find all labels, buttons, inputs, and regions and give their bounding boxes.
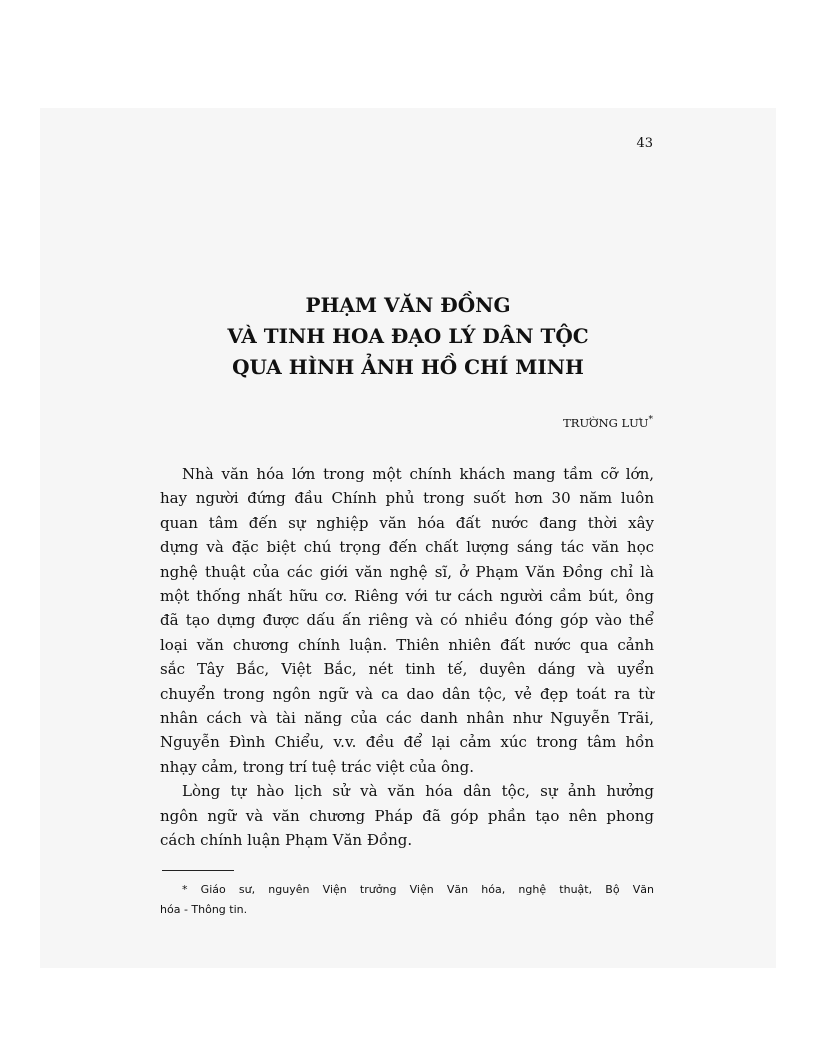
body-line: nghệ thuật của các giới văn nghệ sĩ, ở Phạm Văn Đồng chỉ là [160,562,654,581]
title-line: QUA HÌNH ẢNH HỒ CHÍ MINH [232,355,584,379]
author-footnote-mark: * [648,415,653,425]
body-line: cách chính luận Phạm Văn Đồng. [160,831,413,850]
body-line: nhân cách và tài năng của các danh nhân như Nguyễn Trãi, [160,709,654,728]
body-line: dựng và đặc biệt chú trọng đến chất lượng sáng tác văn học [160,538,654,557]
page-title [160,290,656,383]
page-number: 43 [636,136,653,151]
body-line: nhạy cảm, trong trí tuệ trác việt của ông. [160,757,475,776]
body-line: loại văn chương chính luận. Thiên nhiên đất nước qua cảnh [160,635,654,654]
body-line: Nguyễn Đình Chiểu, v.v. đều để lại cảm xúc trong tâm hồn [160,733,654,752]
footnote-line: * Giáo sư, nguyên Viện trưởng Viện Văn hóa, nghệ thuật, Bộ Văn [182,883,654,896]
title-line: VÀ TINH HOA ĐẠO LÝ DÂN TỘC [227,324,589,348]
article-body [160,462,654,853]
footnote-divider [162,870,234,871]
footnote-line: hóa - Thông tin. [160,903,248,916]
body-line: đã tạo dựng được dấu ấn riêng và có nhiều đóng góp vào thể [160,611,654,630]
body-line: sắc Tây Bắc, Việt Bắc, nét tinh tế, duyên dáng và uyển [160,660,654,679]
footnote [160,880,654,920]
body-line: một thống nhất hữu cơ. Riêng với tư cách người cầm bút, ông [160,587,654,606]
body-line: Lòng tự hào lịch sử và văn hóa dân tộc, sự ảnh hưởng [182,782,654,801]
body-line: quan tâm đến sự nghiệp văn hóa đất nước đang thời xây [160,513,654,532]
title-line: PHẠM VĂN ĐỒNG [305,293,511,317]
body-line: Nhà văn hóa lớn trong một chính khách mang tầm cỡ lớn, [182,465,654,483]
author-byline [400,415,653,430]
body-line: hay người đứng đầu Chính phủ trong suốt hơn 30 năm luôn [160,489,654,508]
body-line: ngôn ngữ và văn chương Pháp đã góp phần tạo nên phong [160,806,654,825]
author-name: TRƯỜNG LƯU [563,415,649,430]
body-line: chuyển trong ngôn ngữ và ca dao dân tộc, vẻ đẹp toát ra từ [160,684,654,703]
